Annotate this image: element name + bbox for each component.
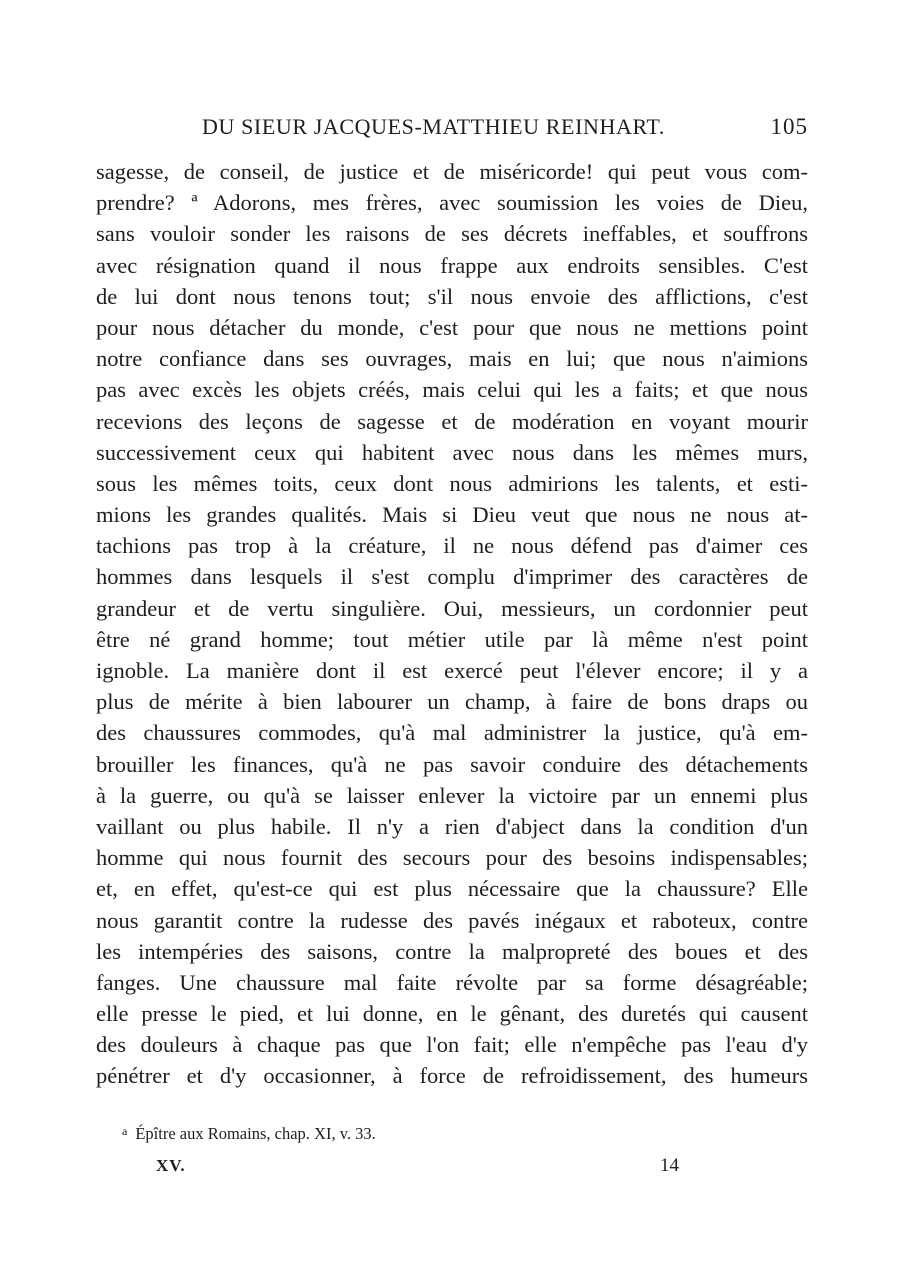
signature-mark: XV. — [156, 1156, 186, 1175]
text-line: vaillant ou plus habile. Il n'y a rien d'abject dans la condition d'un — [96, 813, 808, 839]
text-line: sous les mêmes toits, ceux dont nous admirions les talents, et esti- — [96, 470, 808, 496]
text-line: hommes dans lesquels il s'est complu d'imprimer des caractères de — [96, 564, 808, 590]
text-line: pénétrer et d'y occasionner, à force de refroidissement, des humeurs — [96, 1063, 808, 1089]
body-text — [96, 156, 808, 1092]
running-title: DU SIEUR JACQUES-MATTHIEU REINHART. — [202, 114, 665, 139]
footnote — [122, 1124, 376, 1144]
running-head — [96, 114, 808, 148]
text-line: des douleurs à chaque pas que l'on fait; elle n'empêche pas l'eau d'y — [96, 1032, 808, 1058]
text-line: des chaussures commodes, qu'à mal administrer la justice, qu'à em- — [96, 720, 808, 746]
text-line: pas avec excès les objets créés, mais celui qui les a faits; et que nous — [96, 377, 808, 403]
text-line: prendre? ª Adorons, mes frères, avec soumission les voies de Dieu, — [96, 190, 808, 216]
text-line: mions les grandes qualités. Mais si Dieu veut que nous ne nous at- — [96, 502, 808, 528]
text-line: les intempéries des saisons, contre la malpropreté des boues et des — [96, 938, 808, 964]
text-line: successivement ceux qui habitent avec nous dans les mêmes murs, — [96, 439, 808, 465]
text-line: elle presse le pied, et lui donne, en le gênant, des duretés qui causent — [96, 1001, 808, 1027]
text-line: avec résignation quand il nous frappe aux endroits sensibles. C'est — [96, 252, 808, 278]
footnote-mark: a — [122, 1124, 128, 1138]
text-line: être né grand homme; tout métier utile par là même n'est point — [96, 626, 808, 652]
text-line: plus de mérite à bien labourer un champ, à faire de bons draps ou — [96, 689, 808, 715]
text-line: à la guerre, ou qu'à se laisser enlever la victoire par un ennemi plus — [96, 782, 808, 808]
text-line: sagesse, de conseil, de justice et de miséricorde! qui peut vous com- — [96, 159, 808, 184]
text-line: tachions pas trop à la créature, il ne nous défend pas d'aimer ces — [96, 533, 808, 559]
text-line: notre confiance dans ses ouvrages, mais en lui; que nous n'aimions — [96, 346, 808, 372]
footnote-text: Épître aux Romains, chap. XI, v. 33. — [135, 1124, 376, 1143]
text-line: ignoble. La manière dont il est exercé peut l'élever encore; il y a — [96, 658, 808, 683]
text-line: recevions des leçons de sagesse et de modération en voyant mourir — [96, 408, 808, 434]
text-line: brouiller les finances, qu'à ne pas savoir conduire des détachements — [96, 751, 808, 777]
text-line: pour nous détacher du monde, c'est pour que nous ne mettions point — [96, 314, 808, 340]
text-line: de lui dont nous tenons tout; s'il nous envoie des afflictions, c'est — [96, 283, 808, 309]
text-line: homme qui nous fournit des secours pour des besoins indispensables; — [96, 845, 808, 871]
text-line: sans vouloir sonder les raisons de ses décrets ineffables, et souffrons — [96, 221, 808, 247]
text-line: et, en effet, qu'est-ce qui est plus nécessaire que la chaussure? Elle — [96, 876, 808, 902]
text-line: grandeur et de vertu singulière. Oui, messieurs, un cordonnier peut — [96, 595, 808, 621]
page-number: 105 — [770, 114, 808, 139]
text-line: nous garantit contre la rudesse des pavés inégaux et raboteux, contre — [96, 907, 808, 933]
signature-number: 14 — [660, 1155, 679, 1176]
text-line: fanges. Une chaussure mal faite révolte par sa forme désagréable; — [96, 969, 808, 995]
